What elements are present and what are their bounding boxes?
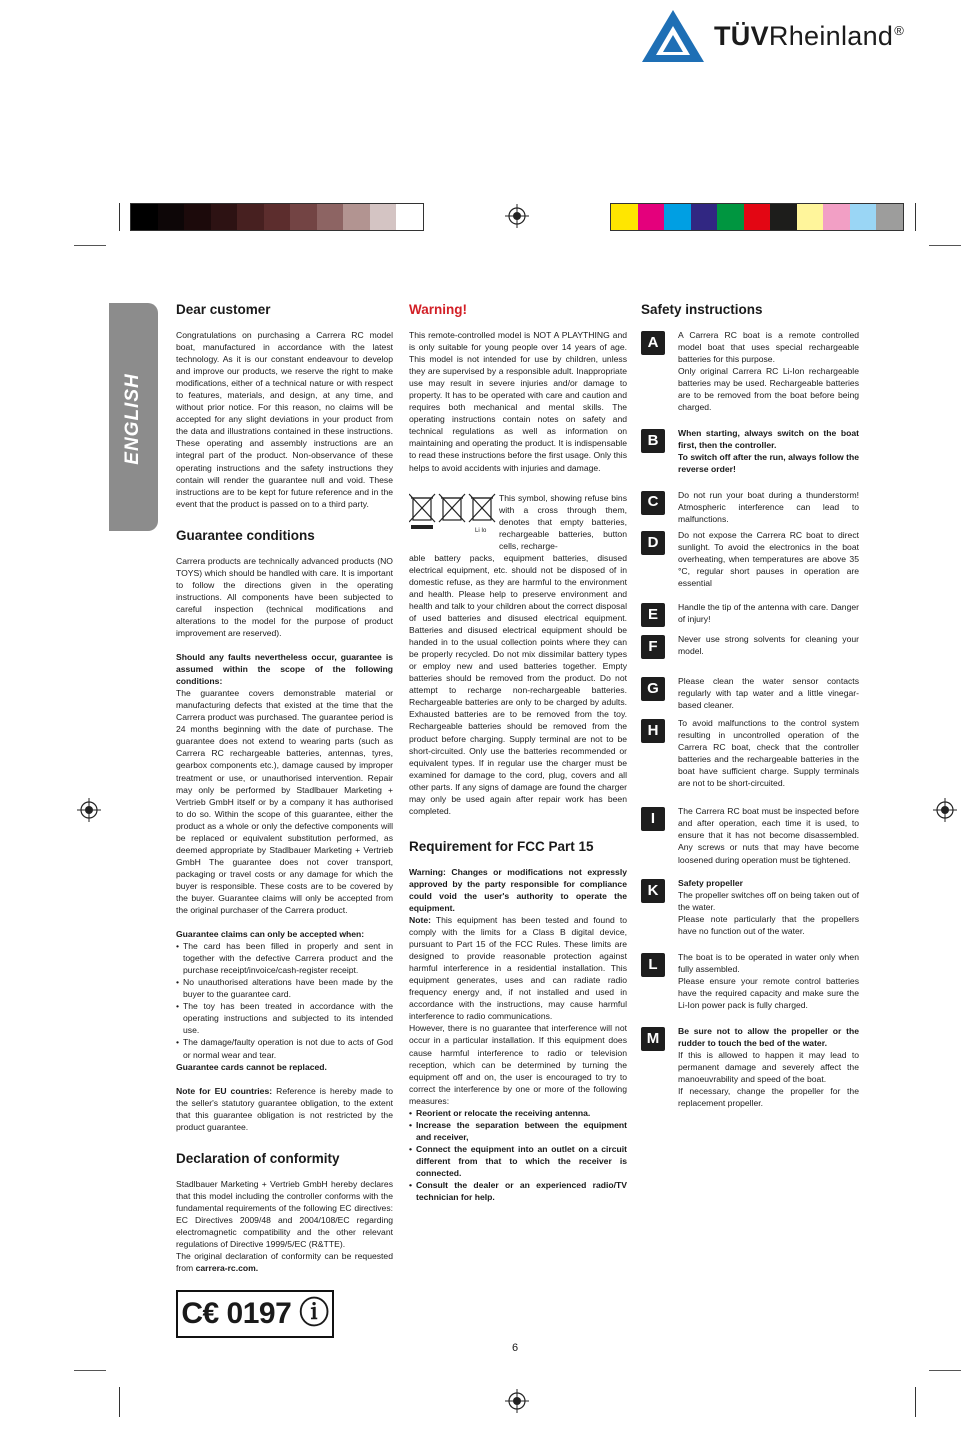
guarantee-text: Carrera products are technically advanced products (NO TOYS) which should be handled with care. It is important to follow the directions given in the operating instructions. All components have been subjected to careful inspection (technical modifications and alterations to the model for the purpose of product improvement are reserved). <box>176 555 393 638</box>
safety-letter-badge: E <box>641 603 665 627</box>
safety-item-text <box>678 427 859 475</box>
safety-item-line: The boat is to be operated in water only when fully assembled. <box>678 951 859 974</box>
safety-item-line: Do not expose the Carrera RC boat to direct sunlight. To avoid the electronics in the boat overheating, when temperatures are above 35 °C, regular short pauses in operation are essential <box>678 529 859 588</box>
safety-letter-badge: C <box>641 491 665 515</box>
safety-item-e <box>641 601 859 627</box>
list-item: • The toy has been treated in accordance with the operating instructions and subjected to its intended use. <box>176 1000 393 1036</box>
color-swatch <box>611 204 638 230</box>
safety-item-line: If necessary, change the propeller for the replacement propeller. <box>678 1086 859 1109</box>
color-swatch <box>343 204 370 230</box>
safety-item-text <box>678 601 859 627</box>
guarantee-faults-bold: Should any faults nevertheless occur, guarantee is assumed within the scope of the following conditions: <box>176 652 393 687</box>
color-swatch <box>317 204 344 230</box>
crop-mark <box>915 203 916 231</box>
color-swatch <box>211 204 238 230</box>
safety-letter-badge: L <box>641 953 665 977</box>
crop-mark <box>929 245 961 246</box>
safety-item-line: Please note particularly that the propellers have no function out of the water. <box>678 913 859 936</box>
safety-item-c <box>641 489 859 525</box>
list-item: • No unauthorised alterations have been made by the buyer to the guarantee card. <box>176 976 393 1000</box>
safety-letter-badge: K <box>641 879 665 903</box>
safety-item-text <box>678 717 859 789</box>
fcc-heading: Requirement for FCC Part 15 <box>409 838 594 854</box>
language-tab <box>109 303 158 531</box>
safety-item-heading: Be sure not to allow the propeller or the rudder to touch the bed of the water. <box>678 1026 859 1049</box>
safety-item-m <box>641 1025 859 1109</box>
color-swatch <box>158 204 185 230</box>
color-swatch <box>131 204 158 230</box>
crossed-bin-icon <box>409 492 497 536</box>
color-swatch <box>717 204 744 230</box>
color-swatch <box>691 204 718 230</box>
color-swatch <box>264 204 291 230</box>
safety-item-line: If this is allowed to happen it may lead to permanent damage and severely affect the manoeuvrability and speed of the boat. <box>678 1050 859 1085</box>
crop-mark <box>74 1370 106 1371</box>
safety-item-line: Only original Carrera RC Li-Ion rechargeable batteries may be used. Rechargeable batteries are to be removed from the boat before being charged. <box>678 366 859 413</box>
dear-customer-heading: Dear customer <box>176 302 271 317</box>
safety-item-text <box>678 675 859 711</box>
safety-letter-badge: D <box>641 531 665 555</box>
logo-wordmark: TÜVRheinland® <box>714 20 905 51</box>
safety-list <box>641 329 859 1109</box>
color-swatch <box>823 204 850 230</box>
color-swatch <box>770 204 797 230</box>
safety-item-line: To avoid malfunctions to the control system resulting in uncontrolled operation of the Carrera RC boat, check that the controller batteries and the rechargeable batteries in the boat have sufficient charge. Supply terminals are not to be short-circuited. <box>678 718 859 789</box>
crop-mark <box>74 245 106 246</box>
guarantee-heading: Guarantee conditions <box>176 527 315 543</box>
safety-item-line: The propeller switches off on being taken out of the water. <box>678 889 859 912</box>
color-swatch <box>876 204 903 230</box>
dear-customer-text: Congratulations on purchasing a Carrera RC model boat, manufactured in accordance with the latest technology. As it is our constant endeavour to develop and improve our products, we reserve the right to make modifications, either of a technical nature or with respect to features, materials, and design, at any time, and without prior notice. For this reason, no claims will be accepted for any slight deviations in your product from the data and illustrations contained in these instructions. These operating and assembly instructions are an integral part of the product. Non-observance of these operating instructions and the safety instructions they contain will render the guarantee null and void. These instructions are to be kept for future reference and in the event that the product is passed on to a third party. <box>176 330 393 509</box>
color-swatch <box>744 204 771 230</box>
safety-letter-badge: H <box>641 719 665 743</box>
safety-item-text <box>678 877 859 937</box>
declaration-heading: Declaration of conformity <box>176 1150 340 1166</box>
safety-item-g <box>641 675 859 711</box>
warning-text: This remote-controlled model is NOT A PLAYTHING and is only suitable for young people over 14 years of age. This model is not intended for use by children, unless they are supervised by a responsible adult. Inappropriate use may result in severe injuries and/or damage to property. It has to be operated with care and caution and requires both mechanical and mental skills. The operating instructions contain notes on safety and technical regulations as well as information on maintaining and operating the product. It is indispensable to read these instructions before the first usage. Only this helps to avoid accidents with injuries and damage. <box>409 330 627 473</box>
claims-heading: Guarantee claims can only be accepted when: <box>176 929 365 940</box>
color-swatch <box>290 204 317 230</box>
registration-mark-icon <box>77 798 101 822</box>
registration-mark-icon <box>505 1389 529 1413</box>
safety-item-d <box>641 529 859 589</box>
safety-item-text <box>678 633 859 659</box>
safety-letter-badge: A <box>641 331 665 355</box>
waste-text-side: This symbol, showing refuse bins with a cross through them, denotes that empty batteries, rechargeable batteries, button cells, recharge- <box>499 492 627 551</box>
list-item: • Connect the equipment into an outlet on a circuit different from that to which the receiver is connected. <box>409 1143 627 1179</box>
declaration-link[interactable]: carrera-rc.com. <box>195 1263 259 1274</box>
tuv-triangle-icon <box>640 8 706 64</box>
crop-mark <box>119 203 120 231</box>
registration-mark-icon <box>933 798 957 822</box>
fcc-however: However, there is no guarantee that interference will not occur in a particular installation. If this equipment does cause harmful interference to radio or television reception, which can be determined by turning the equipment off and on, the user is encouraged to try to correct the interference by one or more of the following measures: <box>409 1023 627 1106</box>
safety-item-text <box>678 489 859 525</box>
safety-item-line: When starting, always switch on the boat first, then the controller. <box>678 428 859 451</box>
language-tab-label: ENGLISH <box>122 373 143 465</box>
safety-item-a <box>641 329 859 413</box>
li-io-label: Li Io <box>475 527 487 534</box>
declaration-text-2: The original declaration of conformity can be requested from carrera-rc.com. <box>176 1251 393 1274</box>
color-calibration-bar-left <box>130 203 424 231</box>
fcc-warning: Warning: Changes or modifications not expressly approved by the party responsible for compliance could void the user's authority to operate the equipment. <box>409 866 627 913</box>
declaration-text: Stadlbauer Marketing + Vertrieb GmbH hereby declares that this model including the controller conforms with the fundamental requirements of the following EC directives: EC Directives 2009/48 and 2004/108/EC regarding electromagnetic compatibility and the other relevant regulations of Directive 1999/5/EC (R&TTE). <box>176 1178 393 1250</box>
guarantee-faults-text: The guarantee covers demonstrable material or manufacturing defects that existed at the time that the Carrera product was purchased. The guarantee period is 24 months beginning with the date of purchase. The guarantee does not extend to wearing parts (such as Carrera RC rechargeable batteries, antennas, tyres, gearbox components etc.), damage caused by improper treatment or use, or unauthorised intervention. Repair may only be performed by Stadlbauer Marketing + Vertrieb GmbH itself or by a company it has authorised to do so. Within the scope of this guarantee, either the product as a whole or only the defective components will be replaced or equivalent substitution performed, as deemed appropriate by Stadlbauer Marketing + Vertrieb GmbH The guarantee does not cover transport, packaging or travel costs or any damage for which the buyer is responsible. These costs are to be covered by the buyer. Guarantee claims will only be accepted from the original purchaser of the Carrera product. <box>176 688 393 916</box>
column-right <box>641 302 859 1109</box>
list-item: • The damage/faulty operation is not due to acts of God or normal wear and tear. <box>176 1036 393 1060</box>
color-swatch <box>797 204 824 230</box>
safety-letter-badge: G <box>641 677 665 701</box>
column-middle <box>409 302 627 1203</box>
safety-item-k <box>641 877 859 937</box>
safety-letter-badge: I <box>641 807 665 831</box>
safety-letter-badge: F <box>641 635 665 659</box>
safety-item-line: To switch off after the run, always follow the reverse order! <box>678 452 859 475</box>
waste-disposal-block <box>409 492 627 552</box>
waste-text: able battery packs, equipment batteries, disused electrical equipment, etc. should not be disposed of in domestic refuse, as they are harmful to the environment and health. Please help to preserve environment and health and talk to your children about the correct disposal of used batteries and disused electrical equipment. Batteries and disused electrical equipment should be handed in to the usual collection points where they can be properly recycled. Do not mix dissimilar battery types or employ new and used batteries together. Empty batteries should be removed from the product. Do not attempt to recharge non-rechargeable batteries. Rechargeable batteries are only to be charged by adults. Exhausted batteries are to be removed from the toy. Rechargeable batteries should be removed from the product before charging. Supply terminal are not to be short-circuited. Only use the batteries recommended or equivalent types. If in regular use the charger must be examined for damage to the cord, plug, covers and all other parts. If any signs of damage are found the charger may only be used again after repair work has been completed. <box>409 552 627 816</box>
safety-item-text <box>678 951 859 1011</box>
list-item: • Increase the separation between the equipment and receiver, <box>409 1119 627 1143</box>
safety-item-f <box>641 633 859 659</box>
safety-letter-badge: M <box>641 1027 665 1051</box>
eu-note: Note for EU countries: Reference is hereby made to the seller's statutory guarantee obligation, to the extent that this guarantee obligation is not restricted by the product guarantee. <box>176 1085 393 1132</box>
safety-item-line: Please ensure your remote control batteries have the required capacity and make sure the Li-Ion power pack is fully charged. <box>678 975 859 1010</box>
color-swatch <box>638 204 665 230</box>
ce-mark: C€ 0197 ⓘ <box>176 1290 334 1338</box>
cards-note: Guarantee cards cannot be replaced. <box>176 1061 327 1072</box>
crop-mark <box>915 1387 916 1417</box>
page-number: 6 <box>512 1342 519 1354</box>
color-calibration-bar-right <box>610 203 904 231</box>
crop-mark <box>119 1387 120 1417</box>
fcc-note: Note: This equipment has been tested and found to comply with the limits for a Class B digital device, pursuant to Part 15 of the FCC Rules. These limits are designed to provide reasonable protection against harmful interference in a residential installation. This equipment generates, uses and can radiate radio frequency energy and, if not installed and used in accordance with the instructions, may cause harmful interference to radio communications. <box>409 915 627 1022</box>
list-item: • The card has been filled in properly and sent in together with the defective Carrera product and the purchase receipt/invoice/cash-register receipt. <box>176 940 393 976</box>
safety-item-i <box>641 805 859 865</box>
safety-item-line: Please clean the water sensor contacts regularly with tap water and a little vinegar-based cleaner. <box>678 675 859 710</box>
crop-mark <box>929 1370 961 1371</box>
safety-item-line: A Carrera RC boat is a remote controlled model boat that uses special rechargeable batteries for this purpose. <box>678 330 859 365</box>
safety-item-heading: Safety propeller <box>678 877 743 888</box>
color-swatch <box>184 204 211 230</box>
color-swatch <box>370 204 397 230</box>
safety-item-line: Never use strong solvents for cleaning your model. <box>678 633 859 656</box>
safety-item-line: Handle the tip of the antenna with care. Danger of injury! <box>678 601 859 624</box>
warning-heading: Warning! <box>409 302 467 317</box>
safety-heading: Safety instructions <box>641 302 763 317</box>
color-swatch <box>664 204 691 230</box>
list-item: • Consult the dealer or an experienced radio/TV technician for help. <box>409 1179 627 1203</box>
safety-item-line: Do not run your boat during a thunderstorm! Atmospheric interference can lead to malfunctions. <box>678 489 859 524</box>
registration-mark-icon <box>505 204 529 228</box>
safety-letter-badge: B <box>641 429 665 453</box>
color-swatch <box>237 204 264 230</box>
safety-item-line: The Carrera RC boat must be inspected before and after operation, each time it is used, to ensure that it has not become disassembled. Any screws or nuts that may have become loosened during operation must be tightened. <box>678 806 859 865</box>
tuv-rheinland-logo <box>640 6 960 66</box>
color-swatch <box>850 204 877 230</box>
color-swatch <box>396 204 423 230</box>
list-item: • Reorient or relocate the receiving antenna. <box>409 1107 627 1119</box>
safety-item-text <box>678 529 859 589</box>
claims-list <box>176 940 393 1060</box>
safety-item-text <box>678 805 859 865</box>
column-left <box>176 302 393 1338</box>
safety-item-text <box>678 1025 859 1109</box>
safety-item-l <box>641 951 859 1011</box>
safety-item-text <box>678 329 859 413</box>
fcc-measures-list <box>409 1107 627 1203</box>
safety-item-b <box>641 427 859 475</box>
safety-item-h <box>641 717 859 789</box>
